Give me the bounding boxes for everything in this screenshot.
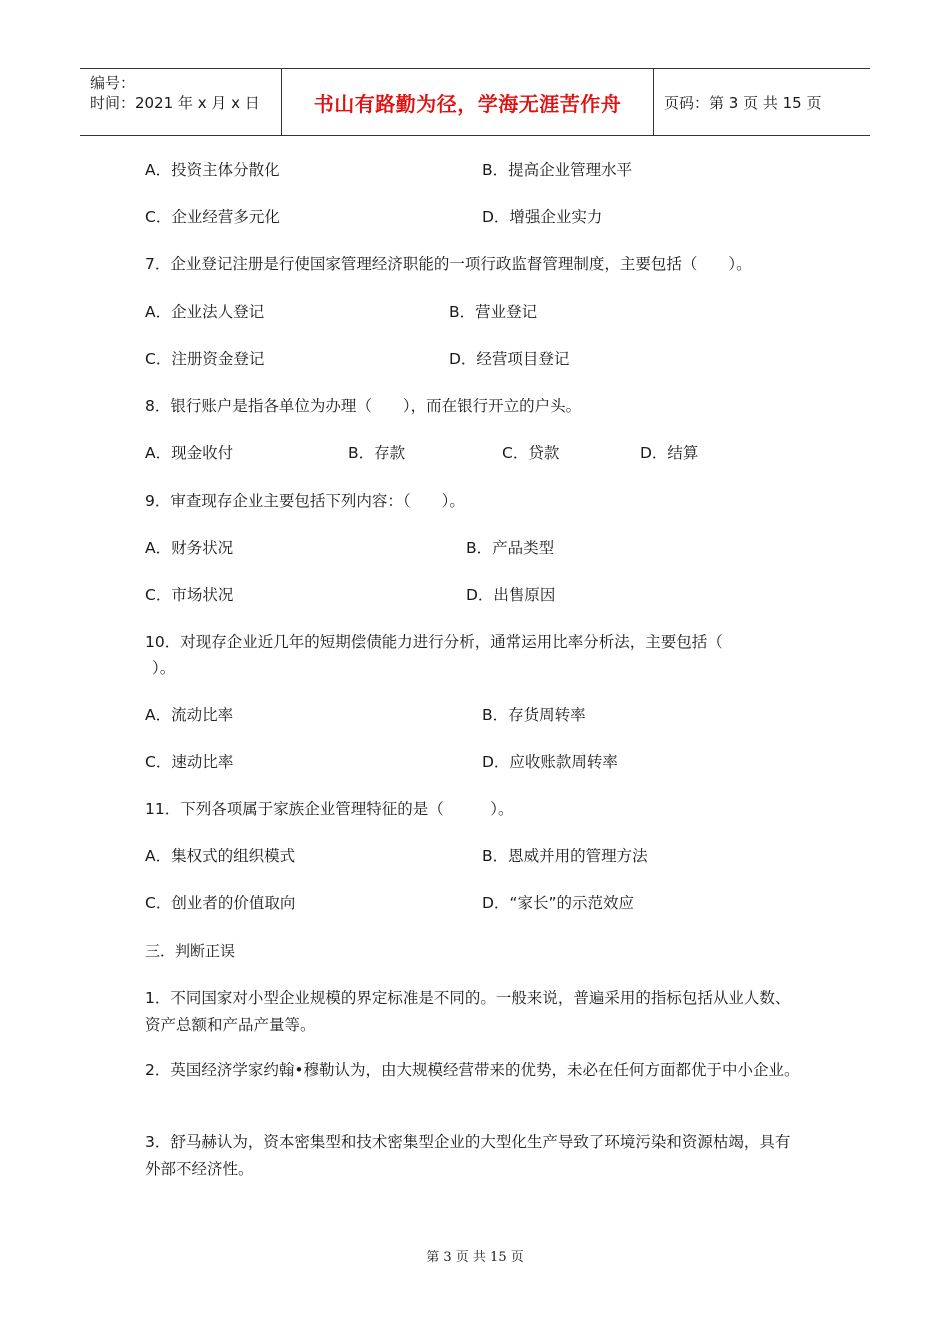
- q6-option-b: B．提高企业管理水平: [482, 161, 633, 179]
- q9-option-b: B．产品类型: [466, 539, 555, 557]
- page-footer: 第 3 页 共 15 页: [426, 1250, 524, 1265]
- q7-option-b: B．营业登记: [449, 303, 538, 321]
- q6-option-d: D．增强企业实力: [482, 208, 603, 226]
- q10-stem-line1: 10．对现存企业近几年的短期偿债能力进行分析，通常运用比率分析法，主要包括（: [145, 633, 723, 651]
- q11-option-b: B．恩威并用的管理方法: [482, 847, 648, 865]
- header-meta: [80, 69, 282, 135]
- header-page-number: 页码：第 3 页 共 15 页: [664, 93, 822, 112]
- q6-option-c: C．企业经营多元化: [145, 208, 280, 226]
- q9-option-c: C．市场状况: [145, 586, 234, 604]
- code-label: 编号：: [90, 74, 136, 92]
- section3-title: 三．判断正误: [145, 942, 236, 960]
- q11-option-a: A．集权式的组织模式: [145, 847, 296, 865]
- q6-option-a: A．投资主体分散化: [145, 161, 280, 179]
- q11-option-c: C．创业者的价值取向: [145, 894, 296, 912]
- q8-option-c: C．贷款: [502, 444, 560, 462]
- q11-stem: 11．下列各项属于家族企业管理特征的是（ ）。: [145, 800, 514, 818]
- q9-stem: 9．审查现存企业主要包括下列内容：（ ）。: [145, 492, 465, 510]
- q7-option-a: A．企业法人登记: [145, 303, 265, 321]
- q8-option-b: B．存款: [348, 444, 406, 462]
- q10-option-a: A．流动比率: [145, 706, 234, 724]
- q10-stem-line2: ）。: [152, 659, 176, 677]
- header-motto: 书山有路勤为径，学海无涯苦作舟: [282, 69, 654, 135]
- q7-option-d: D．经营项目登记: [449, 350, 570, 368]
- q9-option-a: A．财务状况: [145, 539, 234, 557]
- q8-option-d: D．结算: [640, 444, 699, 462]
- judgment-item-1: 1．不同国家对小型企业规模的界定标准是不同的。一般来说，普遍采用的指标包括从业人数、资产总额和产品产量等。: [145, 989, 791, 1034]
- q10-option-c: C．速动比率: [145, 753, 234, 771]
- time-label: 时间：2021 年 x 月 x 日: [90, 94, 260, 112]
- q9-option-d: D．出售原因: [466, 586, 556, 604]
- q7-option-c: C．注册资金登记: [145, 350, 265, 368]
- q7-stem: 7．企业登记注册是行使国家管理经济职能的一项行政监督管理制度，主要包括（ ）。: [145, 255, 752, 273]
- q10-option-d: D．应收账款周转率: [482, 753, 618, 771]
- q8-stem: 8．银行账户是指各单位为办理（ ），而在银行开立的户头。: [145, 397, 582, 415]
- judgment-item-2: 2．英国经济学家约翰•穆勒认为，由大规模经营带来的优势，未必在任何方面都优于中小企业。: [145, 1061, 800, 1079]
- q11-option-d: D．“家长”的示范效应: [482, 894, 634, 912]
- page-header: [80, 68, 870, 136]
- q10-option-b: B．存货周转率: [482, 706, 586, 724]
- judgment-item-3: 3．舒马赫认为，资本密集型和技术密集型企业的大型化生产导致了环境污染和资源枯竭，具有外部不经济性。: [145, 1133, 791, 1178]
- q8-option-a: A．现金收付: [145, 444, 234, 462]
